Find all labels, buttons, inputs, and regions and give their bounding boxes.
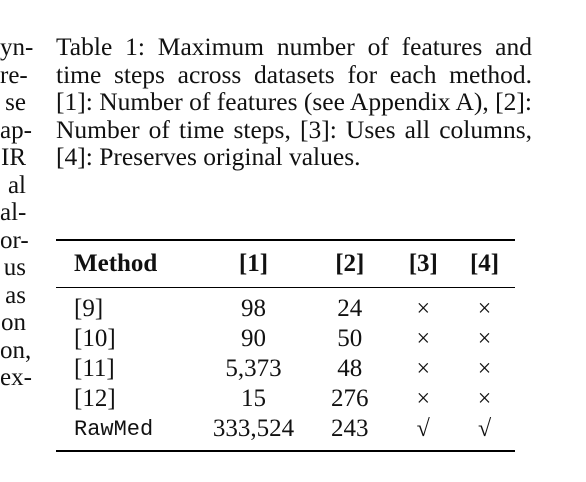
text-fragment: re- [0,61,28,89]
text-fragment: on, [0,336,32,364]
header-col-2: [2] [335,250,365,277]
text-fragment: ex- [0,364,32,391]
all-columns-cell: √ [416,415,430,442]
header-col-3: [3] [408,250,438,277]
table-row [56,324,515,354]
time-steps-cell: 48 [337,355,363,382]
header-method: Method [74,250,158,277]
original-values-cell: × [477,355,492,382]
text-fragment: IR [1,144,26,171]
table-row [56,354,515,384]
time-steps-cell: 50 [337,325,363,352]
comparison-table [56,239,515,452]
method-cell: [12] [74,385,116,412]
features-cell: 333,524 [212,415,295,442]
features-cell: 90 [240,325,266,352]
text-fragment: as [5,281,26,309]
method-cell: [10] [74,325,116,352]
header-col-1: [1] [238,250,269,277]
text-fragment: or- [0,226,29,254]
features-cell: 15 [240,385,266,412]
method-cell: RawMed [74,416,154,442]
all-columns-cell: × [416,355,431,382]
text-fragment: al- [0,199,27,226]
text-fragment: on [1,309,26,336]
all-columns-cell: × [416,295,431,322]
text-fragment: ap- [0,116,32,144]
table-row [56,414,515,451]
method-cell: [9] [74,295,104,322]
features-cell: 5,373 [225,355,282,382]
table-row [56,288,515,325]
time-steps-cell: 243 [331,415,369,442]
time-steps-cell: 276 [331,385,369,412]
table-row [56,384,515,414]
original-values-cell: × [477,325,492,352]
table [56,239,515,452]
text-fragment: us [3,254,26,281]
features-cell: 98 [240,295,266,322]
text-fragment: al [7,171,26,199]
text-fragment: se [5,89,26,116]
time-steps-cell: 24 [337,295,363,322]
text-fragment: yn- [0,34,34,61]
table-caption: Table 1: Maximum number of features and time steps across datasets for each method. [1]: Number of features (see Appendix A), [2]: Number of time steps, [3]: Uses all columns, [4]: Preserves original values. [56,32,532,171]
original-values-cell: √ [477,415,492,442]
original-values-cell: × [477,385,492,412]
all-columns-cell: × [416,385,431,412]
table-header-row [56,240,515,288]
header-col-4: [4] [469,250,500,277]
method-cell: [11] [74,355,115,382]
previous-column-text-fragments [0,34,34,392]
original-values-cell: × [477,295,492,322]
all-columns-cell: × [416,325,431,352]
